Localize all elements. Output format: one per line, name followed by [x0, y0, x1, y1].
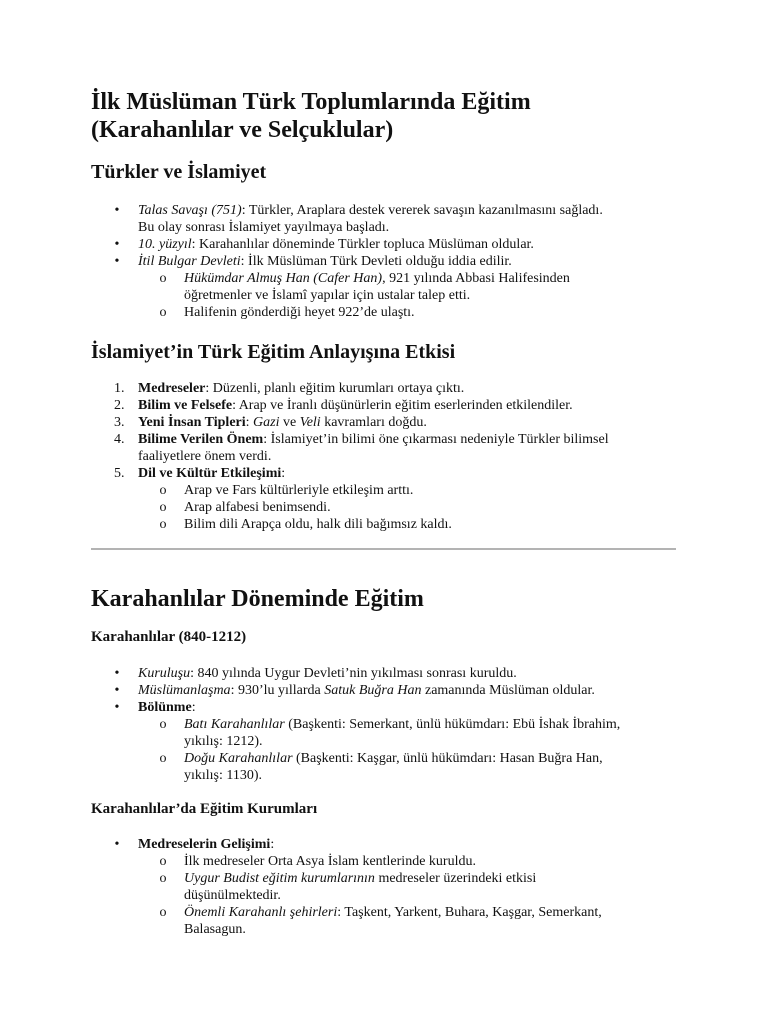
sub-list-item: Halifenin gönderdiği heyet 922’de ulaştı. — [184, 305, 415, 320]
item-text: : Karahanlılar döneminde Türkler topluca Müslüman oldular. — [191, 237, 534, 252]
item-text-continued: yıkılış: 1130). — [184, 768, 263, 783]
item-term-veli: Veli — [299, 415, 321, 430]
item-text: : — [191, 700, 196, 715]
bullet-marker: • — [114, 666, 120, 681]
circle-marker: o — [159, 717, 167, 732]
list-number: 5. — [114, 466, 125, 481]
item-text: : İlk Müslüman Türk Devleti olduğu iddia edilir. — [240, 254, 512, 269]
item-term: 10. yüzyıl — [138, 237, 192, 252]
item-text-continued: Bu olay sonrası İslamiyet yayılmaya başladı. — [138, 220, 390, 235]
item-term: Bilim ve Felsefe — [138, 398, 233, 413]
list-number: 1. — [114, 381, 125, 396]
list-item — [138, 414, 427, 431]
list-item — [138, 202, 603, 236]
circle-marker: o — [159, 751, 167, 766]
item-term: Dil ve Kültür Etkileşimi — [138, 466, 282, 481]
item-text-continued: Balasagun. — [184, 922, 246, 937]
sub-list-item: Arap alfabesi benimsendi. — [184, 500, 331, 515]
item-text-continued: yıkılış: 1212). — [184, 734, 263, 749]
section-heading-islam-education: İslamiyet’in Türk Eğitim Anlayışına Etkisi — [91, 341, 456, 363]
item-text: : — [270, 837, 275, 852]
item-term: Yeni İnsan Tipleri — [138, 415, 246, 430]
item-text: kavramları doğdu. — [320, 415, 427, 430]
item-term: Kuruluşu — [138, 666, 191, 681]
item-term: Bölünme — [138, 700, 192, 715]
item-text: medreseler üzerindeki etkisi — [374, 871, 537, 886]
item-term: Medreseler — [138, 381, 206, 396]
sub-list-item — [184, 750, 603, 784]
document-title — [91, 88, 531, 144]
item-text: (Başkenti: Semerkant, ünlü hükümdarı: Ebü İshak İbrahim, — [284, 717, 621, 732]
sub-list-item — [184, 270, 570, 304]
list-item — [138, 682, 595, 699]
list-item — [138, 699, 196, 716]
item-text: : 930’lu yıllarda — [230, 683, 325, 698]
item-text: : İslamiyet’in bilimi öne çıkarması nedeniyle Türkler bilimsel — [263, 432, 609, 447]
circle-marker: o — [159, 271, 167, 286]
subheading-karahanli-dates: Karahanlılar (840-1212) — [91, 629, 247, 645]
item-separator: : — [245, 415, 254, 430]
item-term: Hükümdar Almuş Han (Cafer Han) — [184, 271, 383, 286]
circle-marker: o — [159, 517, 167, 532]
item-text: (Başkenti: Kaşgar, ünlü hükümdarı: Hasan Buğra Han, — [292, 751, 603, 766]
bullet-marker: • — [114, 837, 120, 852]
section-heading-turks-islam: Türkler ve İslamiyet — [91, 161, 267, 183]
circle-marker: o — [159, 305, 167, 320]
item-text: : Arap ve İranlı düşünürlerin eğitim eserlerinden etkilendiler. — [232, 398, 573, 413]
item-term-name: Satuk Buğra Han — [324, 683, 422, 698]
item-text: : Taşkent, Yarkent, Buhara, Kaşgar, Semerkant, — [337, 905, 602, 920]
bullet-marker: • — [114, 700, 120, 715]
list-item — [138, 397, 573, 414]
bullet-marker: • — [114, 237, 120, 252]
item-text: : Türkler, Araplara destek vererek savaşın kazanılmasını sağladı. — [241, 203, 603, 218]
item-term: Talas Savaşı (751) — [138, 203, 242, 218]
subheading-karahanli-institutions: Karahanlılar’da Eğitim Kurumları — [91, 801, 318, 817]
item-conjunction: ve — [279, 415, 300, 430]
item-term: Doğu Karahanlılar — [184, 751, 293, 766]
sub-list-item: İlk medreseler Orta Asya İslam kentlerinde kuruldu. — [184, 854, 476, 869]
item-text-continued: öğretmenler ve İslamî yapılar için ustalar talep etti. — [184, 288, 471, 303]
horizontal-divider — [91, 548, 676, 550]
list-item — [138, 380, 464, 397]
circle-marker: o — [159, 871, 167, 886]
item-term: Uygur Budist eğitim kurumlarının — [184, 871, 375, 886]
sub-list-item — [184, 904, 602, 938]
list-number: 4. — [114, 432, 125, 447]
list-item — [138, 236, 534, 253]
title-line-2: (Karahanlılar ve Selçuklular) — [91, 117, 394, 143]
item-term: Önemli Karahanlı şehirleri — [184, 905, 338, 920]
item-text: : — [281, 466, 286, 481]
section-heading-karahanli-education: Karahanlılar Döneminde Eğitim — [91, 586, 424, 612]
item-text-continued: faaliyetlere önem verdi. — [138, 449, 272, 464]
sub-list-item — [184, 870, 536, 904]
item-term: Bilime Verilen Önem — [138, 432, 264, 447]
item-term: İtil Bulgar Devleti — [138, 254, 241, 269]
circle-marker: o — [159, 905, 167, 920]
item-text: : Düzenli, planlı eğitim kurumları ortaya çıktı. — [205, 381, 465, 396]
item-text: , 921 yılında Abbasi Halifesinden — [382, 271, 570, 286]
bullet-marker: • — [114, 203, 120, 218]
list-number: 2. — [114, 398, 125, 413]
bullet-marker: • — [114, 254, 120, 269]
item-term: Medreselerin Gelişimi — [138, 837, 271, 852]
list-number: 3. — [114, 415, 125, 430]
sub-list-item: Arap ve Fars kültürleriyle etkileşim arttı. — [184, 483, 414, 498]
circle-marker: o — [159, 500, 167, 515]
sub-list-item: Bilim dili Arapça oldu, halk dili bağımsız kaldı. — [184, 517, 452, 532]
list-item — [138, 465, 285, 482]
item-text-continued: zamanında Müslüman oldular. — [421, 683, 595, 698]
list-item — [138, 836, 274, 853]
item-term-gazi: Gazi — [253, 415, 280, 430]
item-text: : 840 yılında Uygur Devleti’nin yıkılması sonrası kuruldu. — [190, 666, 517, 681]
list-item — [138, 431, 609, 465]
circle-marker: o — [159, 854, 167, 869]
list-item — [138, 665, 517, 682]
circle-marker: o — [159, 483, 167, 498]
bullet-marker: • — [114, 683, 120, 698]
sub-list-item — [184, 716, 620, 750]
item-term: Batı Karahanlılar — [184, 717, 285, 732]
item-text-continued: düşünülmektedir. — [184, 888, 281, 903]
title-line-1: İlk Müslüman Türk Toplumlarında Eğitim — [91, 89, 531, 115]
item-term: Müslümanlaşma — [138, 683, 231, 698]
list-item — [138, 253, 512, 270]
